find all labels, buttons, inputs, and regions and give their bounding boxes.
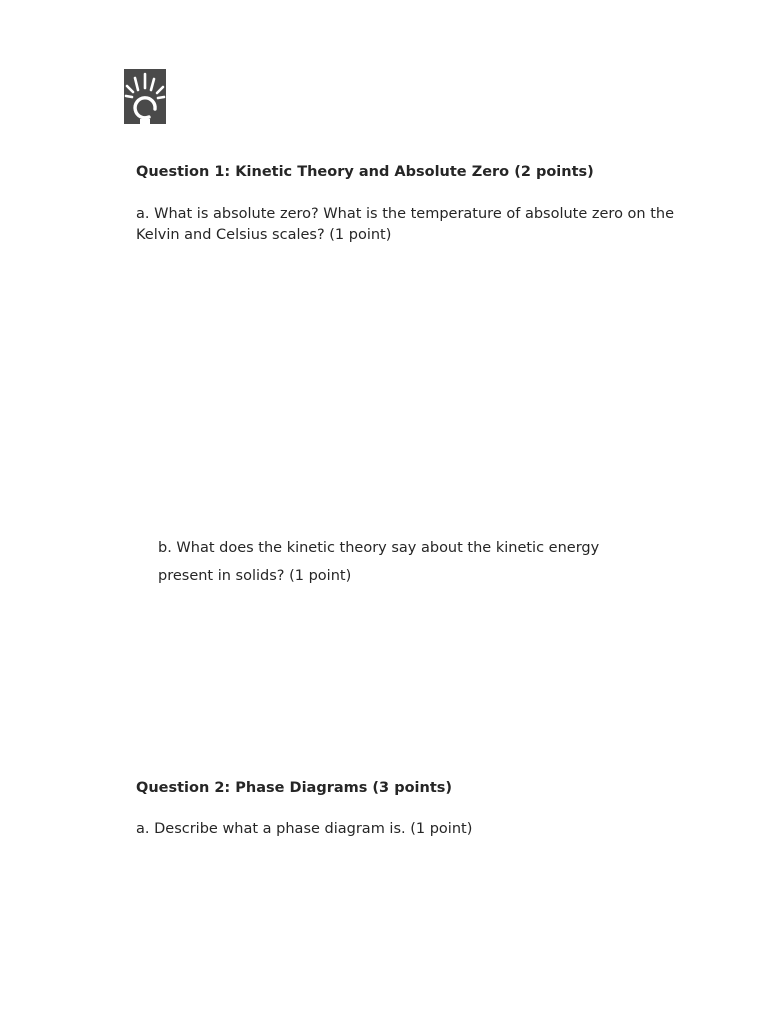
question-2-part-a: a. Describe what a phase diagram is. (1 point) [136,821,473,837]
question-1-heading: Question 1: Kinetic Theory and Absolute Zero (2 points) [136,164,594,180]
logo-icon [124,69,166,124]
question-2-heading: Question 2: Phase Diagrams (3 points) [136,780,453,796]
question-1-part-a: a. What is absolute zero? What is the temperature of absolute zero on the Kelvin and Celsius scales? (1 point) [136,206,675,243]
question-1-part-b: b. What does the kinetic theory say about the kinetic energy present in solids? (1 point) [158,540,600,584]
